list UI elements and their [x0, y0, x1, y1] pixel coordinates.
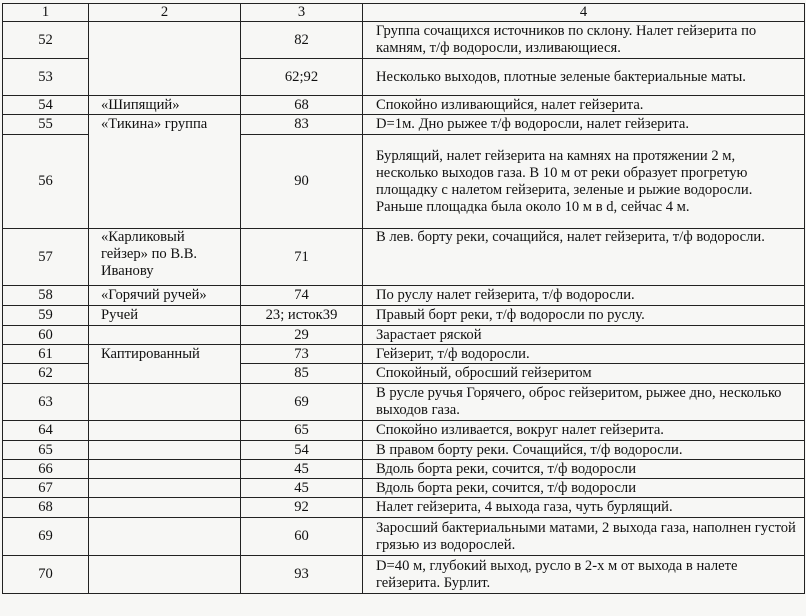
row-description: Вдоль борта реки, сочится, т/ф водоросли — [363, 460, 805, 479]
table-row — [3, 326, 805, 345]
row-number: 64 — [3, 421, 89, 441]
row-temperature: 23; исток39 — [241, 306, 363, 326]
table-row — [3, 306, 805, 326]
row-temperature: 54 — [241, 441, 363, 460]
header-cell-2: 2 — [89, 4, 241, 22]
row-number: 59 — [3, 306, 89, 326]
table-row — [3, 460, 805, 479]
row-name: «Тикина» группа — [89, 115, 241, 135]
row-name — [89, 59, 241, 96]
header-cell-1: 1 — [3, 4, 89, 22]
row-temperature: 82 — [241, 22, 363, 59]
row-description: D=1м. Дно рыжее т/ф водоросли, налет гейзерита. — [363, 115, 805, 135]
row-number: 58 — [3, 286, 89, 306]
row-temperature: 92 — [241, 498, 363, 518]
row-description: Налет гейзерита, 4 выхода газа, чуть бурлящий. — [363, 498, 805, 518]
row-name — [89, 498, 241, 518]
row-temperature: 45 — [241, 460, 363, 479]
row-description: Спокойный, обросший гейзеритом — [363, 364, 805, 384]
row-number: 66 — [3, 460, 89, 479]
row-number: 60 — [3, 326, 89, 345]
row-temperature: 45 — [241, 479, 363, 498]
row-number: 52 — [3, 22, 89, 59]
table-row — [3, 498, 805, 518]
row-description: Несколько выходов, плотные зеленые бактериальные маты. — [363, 59, 805, 96]
table-row — [3, 556, 805, 594]
row-description: Правый борт реки, т/ф водоросли по руслу. — [363, 306, 805, 326]
header-cell-4: 4 — [363, 4, 805, 22]
row-description: Спокойно изливающийся, налет гейзерита. — [363, 96, 805, 115]
row-description: В лев. борту реки, сочащийся, налет гейзерита, т/ф водоросли. — [363, 229, 805, 286]
row-temperature: 60 — [241, 518, 363, 556]
table-row — [3, 22, 805, 59]
table-row — [3, 59, 805, 96]
row-name — [89, 384, 241, 421]
row-description: По руслу налет гейзерита, т/ф водоросли. — [363, 286, 805, 306]
row-name: «Шипящий» — [89, 96, 241, 115]
row-temperature: 68 — [241, 96, 363, 115]
row-number: 67 — [3, 479, 89, 498]
row-name — [89, 518, 241, 556]
row-temperature: 62;92 — [241, 59, 363, 96]
row-number: 56 — [3, 135, 89, 229]
row-number: 61 — [3, 345, 89, 364]
row-temperature: 85 — [241, 364, 363, 384]
row-description: Бурлящий, налет гейзерита на камнях на протяжении 2 м, несколько выходов газа. В 10 м от реки образует прогретую площадку с налетом гейзерита, зеленые и рыжие водоросли. Раньше площадка была около 10 м в d, сейчас 4 м. — [363, 135, 805, 229]
row-number: 55 — [3, 115, 89, 135]
table-row — [3, 96, 805, 115]
row-name: Каптированный — [89, 345, 241, 364]
row-name — [89, 479, 241, 498]
header-cell-3: 3 — [241, 4, 363, 22]
row-number: 62 — [3, 364, 89, 384]
row-name — [89, 326, 241, 345]
row-name: «Карликовый гейзер» по В.В. Иванову — [89, 229, 241, 286]
row-temperature: 74 — [241, 286, 363, 306]
table-row — [3, 364, 805, 384]
row-description: В русле ручья Горячего, оброс гейзеритом, рыжее дно, несколько выходов газа. — [363, 384, 805, 421]
row-temperature: 71 — [241, 229, 363, 286]
row-number: 53 — [3, 59, 89, 96]
row-temperature: 90 — [241, 135, 363, 229]
table-row — [3, 286, 805, 306]
row-description: D=40 м, глубокий выход, русло в 2-х м от выхода в налете гейзерита. Бурлит. — [363, 556, 805, 594]
row-number: 68 — [3, 498, 89, 518]
header-row — [3, 4, 805, 22]
row-name — [89, 364, 241, 384]
table-row — [3, 384, 805, 421]
row-name — [89, 22, 241, 59]
row-number: 65 — [3, 441, 89, 460]
row-number: 70 — [3, 556, 89, 594]
row-description: Спокойно изливается, вокруг налет гейзерита. — [363, 421, 805, 441]
table-row — [3, 135, 805, 229]
row-name — [89, 135, 241, 229]
row-number: 69 — [3, 518, 89, 556]
table-row — [3, 421, 805, 441]
table-row — [3, 441, 805, 460]
row-description: Вдоль борта реки, сочится, т/ф водоросли — [363, 479, 805, 498]
table-row — [3, 518, 805, 556]
row-description: В правом борту реки. Сочащийся, т/ф водоросли. — [363, 441, 805, 460]
row-name: Ручей — [89, 306, 241, 326]
table-row — [3, 115, 805, 135]
row-description: Зарастает ряской — [363, 326, 805, 345]
row-description: Гейзерит, т/ф водоросли. — [363, 345, 805, 364]
row-number: 57 — [3, 229, 89, 286]
row-temperature: 73 — [241, 345, 363, 364]
row-temperature: 29 — [241, 326, 363, 345]
row-name — [89, 421, 241, 441]
row-description: Заросший бактериальными матами, 2 выхода газа, наполнен густой грязью из водорослей. — [363, 518, 805, 556]
table-row — [3, 479, 805, 498]
row-number: 54 — [3, 96, 89, 115]
row-name — [89, 460, 241, 479]
row-temperature: 69 — [241, 384, 363, 421]
row-number: 63 — [3, 384, 89, 421]
table-row — [3, 345, 805, 364]
row-description: Группа сочащихся источников по склону. Налет гейзерита по камням, т/ф водоросли, изливающиеся. — [363, 22, 805, 59]
row-name — [89, 441, 241, 460]
row-temperature: 93 — [241, 556, 363, 594]
row-temperature: 83 — [241, 115, 363, 135]
row-name — [89, 556, 241, 594]
table-row — [3, 229, 805, 286]
row-temperature: 65 — [241, 421, 363, 441]
springs-table — [2, 3, 805, 594]
row-name: «Горячий ручей» — [89, 286, 241, 306]
